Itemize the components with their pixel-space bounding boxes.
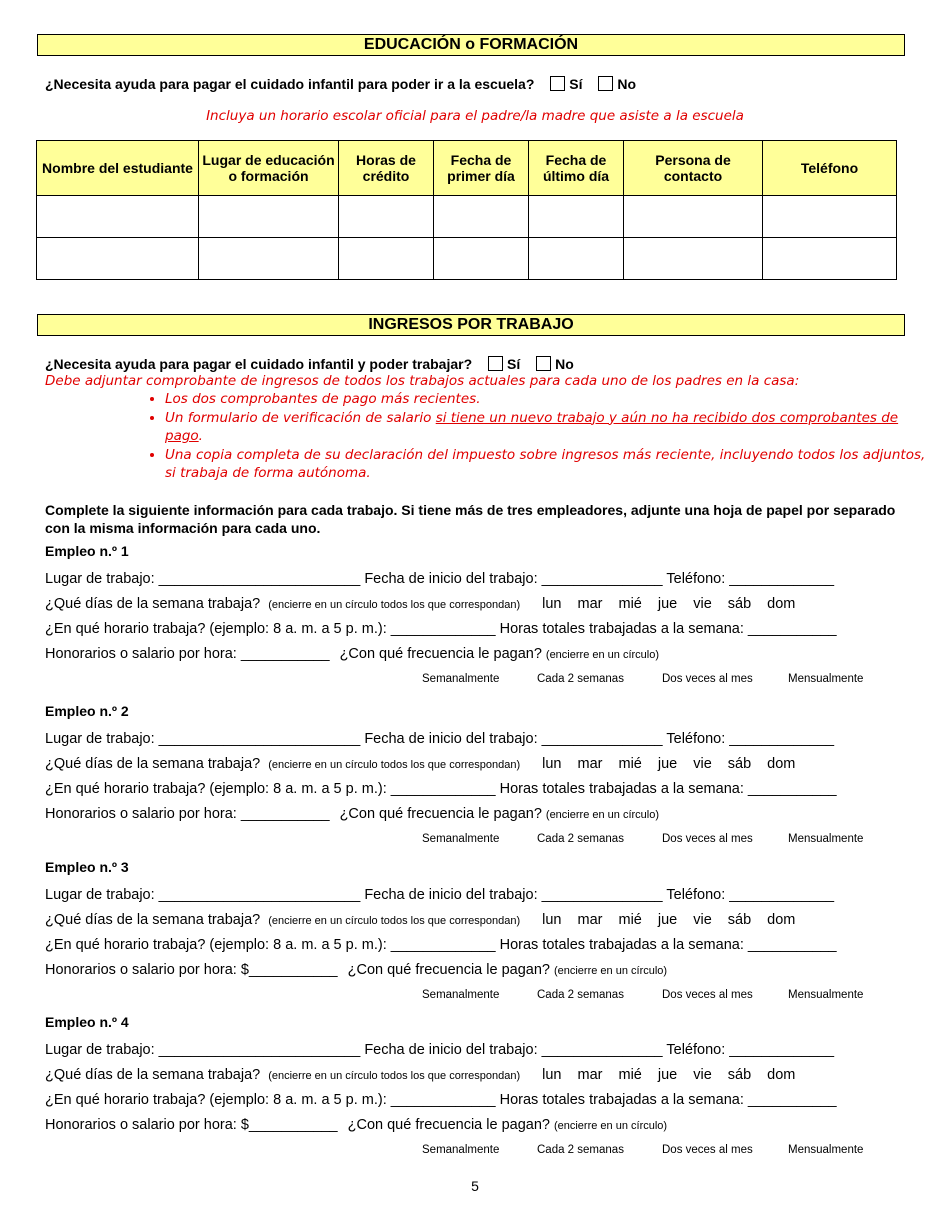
job-frequency-note: (encierre en un círculo)	[553, 965, 668, 977]
table-cell[interactable]	[434, 196, 529, 238]
list-item	[165, 446, 935, 483]
job-days-question: ¿Qué días de la semana trabaja?	[45, 1067, 261, 1083]
income-requirement-list	[135, 390, 935, 483]
day-option[interactable]: mar	[577, 756, 603, 772]
page-number: 5	[471, 1178, 479, 1194]
day-option[interactable]: mar	[577, 912, 603, 928]
day-option[interactable]: jue	[657, 596, 678, 612]
job-days-note: (encierre en un círculo todos los que correspondan)	[268, 1070, 521, 1082]
day-option[interactable]: vie	[693, 596, 712, 612]
job-frequency-note: (encierre en un círculo)	[553, 1120, 668, 1132]
job-days-question: ¿Qué días de la semana trabaja?	[45, 596, 261, 612]
day-option[interactable]: lun	[542, 1067, 562, 1083]
day-option[interactable]: vie	[693, 1067, 712, 1083]
day-option[interactable]: mié	[618, 596, 642, 612]
frequency-option[interactable]: Mensualmente	[788, 673, 864, 685]
header-credit-hours: Horas de crédito	[339, 141, 434, 196]
job-wage-field[interactable]: Honorarios o salario por hora: ___________	[45, 646, 330, 662]
day-option[interactable]: sáb	[727, 756, 752, 772]
education-question-text: ¿Necesita ayuda para pagar el cuidado infantil para poder ir a la escuela?	[45, 76, 535, 92]
job-frequency-question: ¿Con qué frecuencia le pagan?	[347, 1117, 550, 1133]
income-instructions: Complete la siguiente información para cada trabajo. Si tiene más de tres empleadores, adjunte una hoja de papel por separado con la misma información para cada uno.	[45, 502, 896, 536]
frequency-option[interactable]: Cada 2 semanas	[537, 1144, 624, 1156]
income-requirement: Debe adjuntar comprobante de ingresos de todos los trabajos actuales para cada uno de los padres en la casa:	[45, 373, 800, 389]
header-contact-person: Persona de contacto	[624, 141, 763, 196]
frequency-option[interactable]: Dos veces al mes	[662, 833, 753, 845]
table-cell[interactable]	[199, 196, 339, 238]
bullet-salary-form: Un formulario de verificación de salario	[165, 409, 436, 426]
education-question	[45, 76, 636, 92]
list-item	[165, 409, 935, 446]
job-frequency-note: (encierre en un círculo)	[545, 809, 660, 821]
job-hours-field[interactable]: ¿En qué horario trabaja? (ejemplo: 8 a. m. a 5 p. m.): _____________	[45, 1092, 496, 1108]
job-place-line	[45, 887, 834, 903]
frequency-option[interactable]: Semanalmente	[422, 833, 500, 845]
header-first-day: Fecha de primer día	[434, 141, 529, 196]
day-option[interactable]: mié	[618, 912, 642, 928]
income-no-checkbox[interactable]	[536, 356, 551, 371]
job-wage-line	[45, 806, 659, 822]
table-cell[interactable]	[529, 196, 624, 238]
table-row	[37, 238, 897, 280]
header-phone: Teléfono	[763, 141, 897, 196]
job-place-field[interactable]: Lugar de trabajo: _________________________	[45, 1042, 361, 1058]
day-option[interactable]: dom	[767, 912, 796, 928]
education-section-title: EDUCACIÓN o FORMACIÓN	[37, 34, 905, 56]
job-title: Empleo n.º 2	[45, 703, 129, 719]
frequency-option[interactable]: Mensualmente	[788, 989, 864, 1001]
header-student-name: Nombre del estudiante	[37, 141, 199, 196]
day-option[interactable]: sáb	[727, 596, 752, 612]
day-option[interactable]: dom	[767, 1067, 796, 1083]
job-hours-line	[45, 1092, 837, 1108]
day-option[interactable]: jue	[657, 756, 678, 772]
income-no-label: No	[555, 356, 574, 372]
education-note: Incluya un horario escolar oficial para el padre/la madre que asiste a la escuela	[206, 108, 744, 124]
job-frequency-note: (encierre en un círculo)	[545, 649, 660, 661]
job-place-line	[45, 1042, 834, 1058]
job-place-line	[45, 571, 834, 587]
frequency-option[interactable]: Semanalmente	[422, 1144, 500, 1156]
day-option[interactable]: lun	[542, 912, 562, 928]
education-yes-checkbox[interactable]	[550, 76, 565, 91]
header-last-day: Fecha de último día	[529, 141, 624, 196]
job-wage-field[interactable]: Honorarios o salario por hora: $___________	[45, 1117, 338, 1133]
job-start-field[interactable]: Fecha de inicio del trabajo: _______________	[364, 731, 663, 747]
day-option[interactable]: mar	[577, 1067, 603, 1083]
job-phone-field[interactable]: Teléfono: _____________	[666, 1042, 835, 1058]
job-days-line	[45, 1067, 795, 1083]
job-hours-field[interactable]: ¿En qué horario trabaja? (ejemplo: 8 a. m. a 5 p. m.): _____________	[45, 621, 496, 637]
table-cell[interactable]	[763, 238, 897, 280]
table-cell[interactable]	[37, 196, 199, 238]
job-hours-line	[45, 621, 837, 637]
job-hours-field[interactable]: ¿En qué horario trabaja? (ejemplo: 8 a. m. a 5 p. m.): _____________	[45, 781, 496, 797]
table-cell[interactable]	[529, 238, 624, 280]
job-days-note: (encierre en un círculo todos los que correspondan)	[268, 599, 521, 611]
income-question	[45, 356, 574, 372]
job-total-hours-field[interactable]: Horas totales trabajadas a la semana: ___________	[499, 621, 837, 637]
job-hours-field[interactable]: ¿En qué horario trabaja? (ejemplo: 8 a. m. a 5 p. m.): _____________	[45, 937, 496, 953]
frequency-option[interactable]: Dos veces al mes	[662, 989, 753, 1001]
income-yes-checkbox[interactable]	[488, 356, 503, 371]
day-option[interactable]: dom	[767, 596, 796, 612]
job-hours-line	[45, 781, 837, 797]
day-option[interactable]: jue	[657, 1067, 678, 1083]
job-title: Empleo n.º 1	[45, 543, 129, 559]
day-option[interactable]: lun	[542, 596, 562, 612]
table-cell[interactable]	[763, 196, 897, 238]
job-wage-line	[45, 1117, 667, 1133]
job-title: Empleo n.º 3	[45, 859, 129, 875]
job-days-line	[45, 596, 795, 612]
job-wage-field[interactable]: Honorarios o salario por hora: $___________	[45, 962, 338, 978]
list-item	[165, 390, 935, 409]
bullet-pay-stubs: Los dos comprobantes de pago más recientes.	[165, 391, 481, 407]
frequency-option[interactable]: Semanalmente	[422, 989, 500, 1001]
job-wage-field[interactable]: Honorarios o salario por hora: ___________	[45, 806, 330, 822]
job-frequency-question: ¿Con qué frecuencia le pagan?	[347, 962, 550, 978]
job-wage-line	[45, 646, 659, 662]
table-cell[interactable]	[339, 238, 434, 280]
day-option[interactable]: vie	[693, 756, 712, 772]
job-total-hours-field[interactable]: Horas totales trabajadas a la semana: ___________	[499, 937, 837, 953]
income-question-text: ¿Necesita ayuda para pagar el cuidado infantil y poder trabajar?	[45, 356, 473, 372]
bullet-salary-form-underlined: si tiene un nuevo trabajo y aún no ha recibido dos comprobantes de pago	[165, 409, 899, 444]
table-cell[interactable]	[624, 196, 763, 238]
job-days-line	[45, 756, 795, 772]
day-option[interactable]: mié	[618, 1067, 642, 1083]
table-cell[interactable]	[37, 238, 199, 280]
job-start-field[interactable]: Fecha de inicio del trabajo: _______________	[364, 571, 663, 587]
bullet-salary-form-end: .	[198, 428, 203, 444]
day-option[interactable]: sáb	[727, 912, 752, 928]
table-cell[interactable]	[624, 238, 763, 280]
day-option[interactable]: lun	[542, 756, 562, 772]
job-days-question: ¿Qué días de la semana trabaja?	[45, 756, 261, 772]
frequency-option[interactable]: Dos veces al mes	[662, 673, 753, 685]
job-phone-field[interactable]: Teléfono: _____________	[666, 887, 835, 903]
job-start-field[interactable]: Fecha de inicio del trabajo: _______________	[364, 887, 663, 903]
day-option[interactable]: sáb	[727, 1067, 752, 1083]
job-title: Empleo n.º 4	[45, 1014, 129, 1030]
income-yes-label: Sí	[507, 356, 521, 372]
job-frequency-question: ¿Con qué frecuencia le pagan?	[339, 646, 542, 662]
education-table	[36, 140, 897, 280]
frequency-option[interactable]: Cada 2 semanas	[537, 673, 624, 685]
job-days-note: (encierre en un círculo todos los que correspondan)	[268, 759, 521, 771]
frequency-option[interactable]: Semanalmente	[422, 673, 500, 685]
day-option[interactable]: vie	[693, 912, 712, 928]
day-option[interactable]: mié	[618, 756, 642, 772]
job-frequency-question: ¿Con qué frecuencia le pagan?	[339, 806, 542, 822]
education-yes-label: Sí	[569, 76, 583, 92]
frequency-option[interactable]: Dos veces al mes	[662, 1144, 753, 1156]
day-option[interactable]: dom	[767, 756, 796, 772]
job-place-line	[45, 731, 834, 747]
education-no-checkbox[interactable]	[598, 76, 613, 91]
job-wage-line	[45, 962, 667, 978]
education-no-label: No	[617, 76, 637, 92]
job-phone-field[interactable]: Teléfono: _____________	[666, 731, 835, 747]
frequency-option[interactable]: Cada 2 semanas	[537, 989, 624, 1001]
job-hours-line	[45, 937, 837, 953]
day-option[interactable]: mar	[577, 596, 603, 612]
table-cell[interactable]	[199, 238, 339, 280]
job-total-hours-field[interactable]: Horas totales trabajadas a la semana: ___________	[499, 781, 837, 797]
income-section-title: INGRESOS POR TRABAJO	[37, 314, 905, 336]
table-cell[interactable]	[434, 238, 529, 280]
education-table-header	[37, 141, 897, 196]
bullet-tax-return: Una copia completa de su declaración del impuesto sobre ingresos más reciente, incluyendo todos los adjuntos, si trabaja de forma autónoma.	[165, 446, 926, 481]
job-days-line	[45, 912, 795, 928]
job-place-field[interactable]: Lugar de trabajo: _________________________	[45, 571, 361, 587]
header-school-place: Lugar de educación o formación	[199, 141, 339, 196]
day-option[interactable]: jue	[657, 912, 678, 928]
frequency-option[interactable]: Mensualmente	[788, 833, 864, 845]
table-row	[37, 196, 897, 238]
job-phone-field[interactable]: Teléfono: _____________	[666, 571, 835, 587]
job-place-field[interactable]: Lugar de trabajo: _________________________	[45, 731, 361, 747]
job-days-question: ¿Qué días de la semana trabaja?	[45, 912, 261, 928]
table-cell[interactable]	[339, 196, 434, 238]
job-place-field[interactable]: Lugar de trabajo: _________________________	[45, 887, 361, 903]
frequency-option[interactable]: Cada 2 semanas	[537, 833, 624, 845]
job-total-hours-field[interactable]: Horas totales trabajadas a la semana: ___________	[499, 1092, 837, 1108]
frequency-option[interactable]: Mensualmente	[788, 1144, 864, 1156]
job-days-note: (encierre en un círculo todos los que correspondan)	[268, 915, 521, 927]
job-start-field[interactable]: Fecha de inicio del trabajo: _______________	[364, 1042, 663, 1058]
